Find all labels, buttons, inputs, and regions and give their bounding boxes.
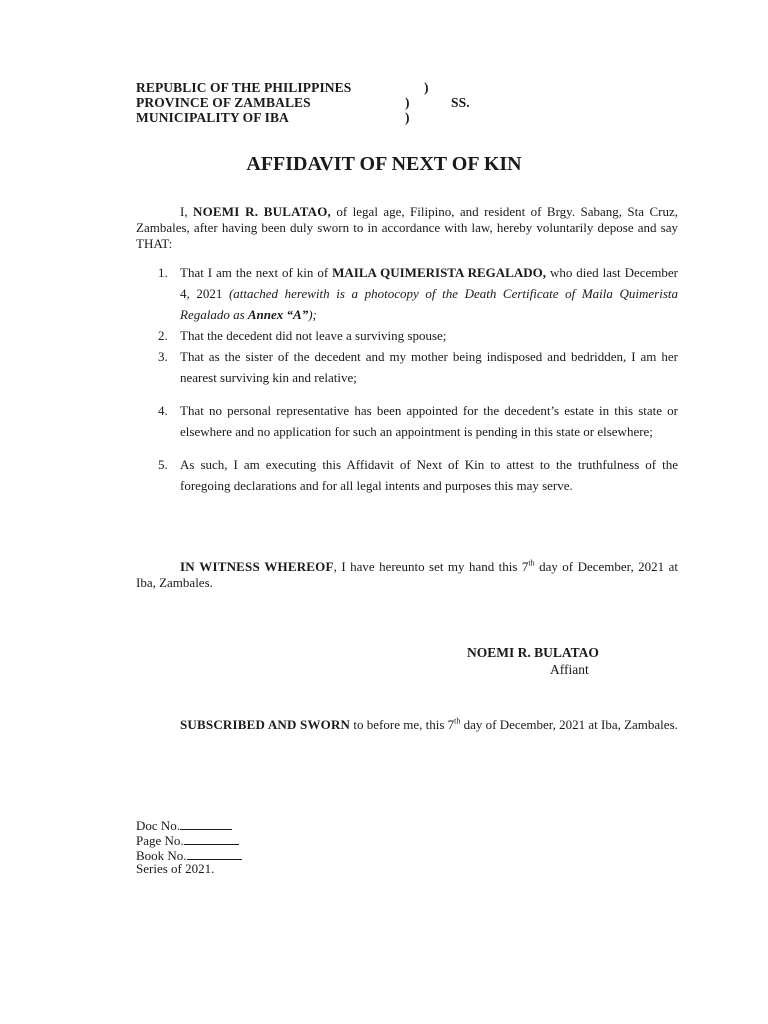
subscribed-paragraph bbox=[136, 717, 678, 733]
doc-no-blank bbox=[180, 818, 232, 830]
list-item-number: 1. bbox=[158, 265, 168, 280]
header-paren-2: ) bbox=[405, 95, 410, 110]
header-paren-1: ) bbox=[424, 80, 429, 95]
item-4-text: That no personal representative has been appointed for the decedent’s estate in this state or elsewhere and no application for such an appointment is pending in this state or elsewhere; bbox=[180, 403, 678, 439]
header-paren-3: ) bbox=[405, 110, 410, 125]
notary-book-label: Book No. bbox=[136, 848, 187, 863]
intro-rest: of legal age, Filipino, and resident of Brgy. Sabang, Sta Cruz, Zambales, after having been duly sworn to in accordance with law, hereby voluntarily depose and say THAT: bbox=[136, 204, 678, 251]
subscribed-bold: SUBSCRIBED AND SWORN bbox=[180, 717, 351, 732]
document-title: AFFIDAVIT OF NEXT OF KIN bbox=[246, 153, 522, 175]
declarations-list bbox=[136, 262, 678, 496]
witness-paragraph bbox=[136, 559, 678, 591]
list-item bbox=[136, 454, 678, 496]
page-no-blank bbox=[184, 833, 239, 845]
intro-paragraph bbox=[136, 204, 678, 252]
header-line-province: PROVINCE OF ZAMBALES bbox=[136, 95, 311, 110]
witness-text-end: day of December, 2021 at Iba, Zambales. bbox=[136, 559, 678, 590]
list-item-number: 5. bbox=[158, 457, 168, 472]
decedent-name: MAILA QUIMERISTA REGALADO, bbox=[332, 265, 546, 280]
item-1-attachment-note: (attached herewith is a photocopy of the Death Certificate of Maila Quimerista Regalado as bbox=[180, 286, 678, 322]
subscribed-text-end: day of December, 2021 at Iba, Zambales. bbox=[460, 717, 678, 732]
item-1-text: That I am the next of kin of bbox=[180, 265, 333, 280]
signature-name: NOEMI R. BULATAO bbox=[467, 645, 599, 660]
witness-ordinal: th bbox=[528, 558, 535, 568]
header-ss: SS. bbox=[451, 95, 470, 110]
notary-page-label: Page No. bbox=[136, 833, 184, 848]
item-1-attachment-close: ); bbox=[308, 307, 317, 322]
notary-page-line bbox=[136, 833, 239, 849]
list-item-number: 4. bbox=[158, 403, 168, 418]
item-5-text: As such, I am executing this Affidavit of Next of Kin to attest to the truthfulness of the foregoing declarations and for all legal intents and purposes this may serve. bbox=[180, 457, 678, 493]
list-item bbox=[136, 325, 678, 346]
witness-text: , I have hereunto set my hand this 7 bbox=[333, 559, 529, 574]
notary-doc-line bbox=[136, 818, 232, 834]
subscribed-text: to before me, this 7 bbox=[350, 717, 455, 732]
book-no-blank bbox=[187, 848, 242, 860]
annex-label: Annex “A” bbox=[247, 307, 309, 322]
list-item-number: 2. bbox=[158, 328, 168, 343]
item-3-text: That as the sister of the decedent and my mother being indisposed and bedridden, I am her nearest surviving kin and relative; bbox=[180, 349, 678, 385]
signature-role: Affiant bbox=[550, 662, 589, 677]
notary-doc-label: Doc No. bbox=[136, 818, 181, 833]
list-item-number: 3. bbox=[158, 349, 168, 364]
header-line-municipality: MUNICIPALITY OF IBA bbox=[136, 110, 289, 125]
subscribed-ordinal: th bbox=[454, 716, 461, 726]
witness-bold: IN WITNESS WHEREOF bbox=[180, 559, 334, 574]
notary-series-line: Series of 2021. bbox=[136, 861, 215, 876]
item-1-death-date: who died last December 4, 2021 bbox=[180, 265, 679, 301]
affiant-name-bold: NOEMI R. BULATAO, bbox=[193, 204, 331, 219]
intro-pre: I, bbox=[180, 204, 193, 219]
header-line-republic: REPUBLIC OF THE PHILIPPINES bbox=[136, 80, 352, 95]
list-item bbox=[136, 346, 678, 388]
list-item bbox=[136, 400, 678, 442]
item-2-text: That the decedent did not leave a surviving spouse; bbox=[180, 328, 447, 343]
list-item bbox=[136, 262, 678, 325]
